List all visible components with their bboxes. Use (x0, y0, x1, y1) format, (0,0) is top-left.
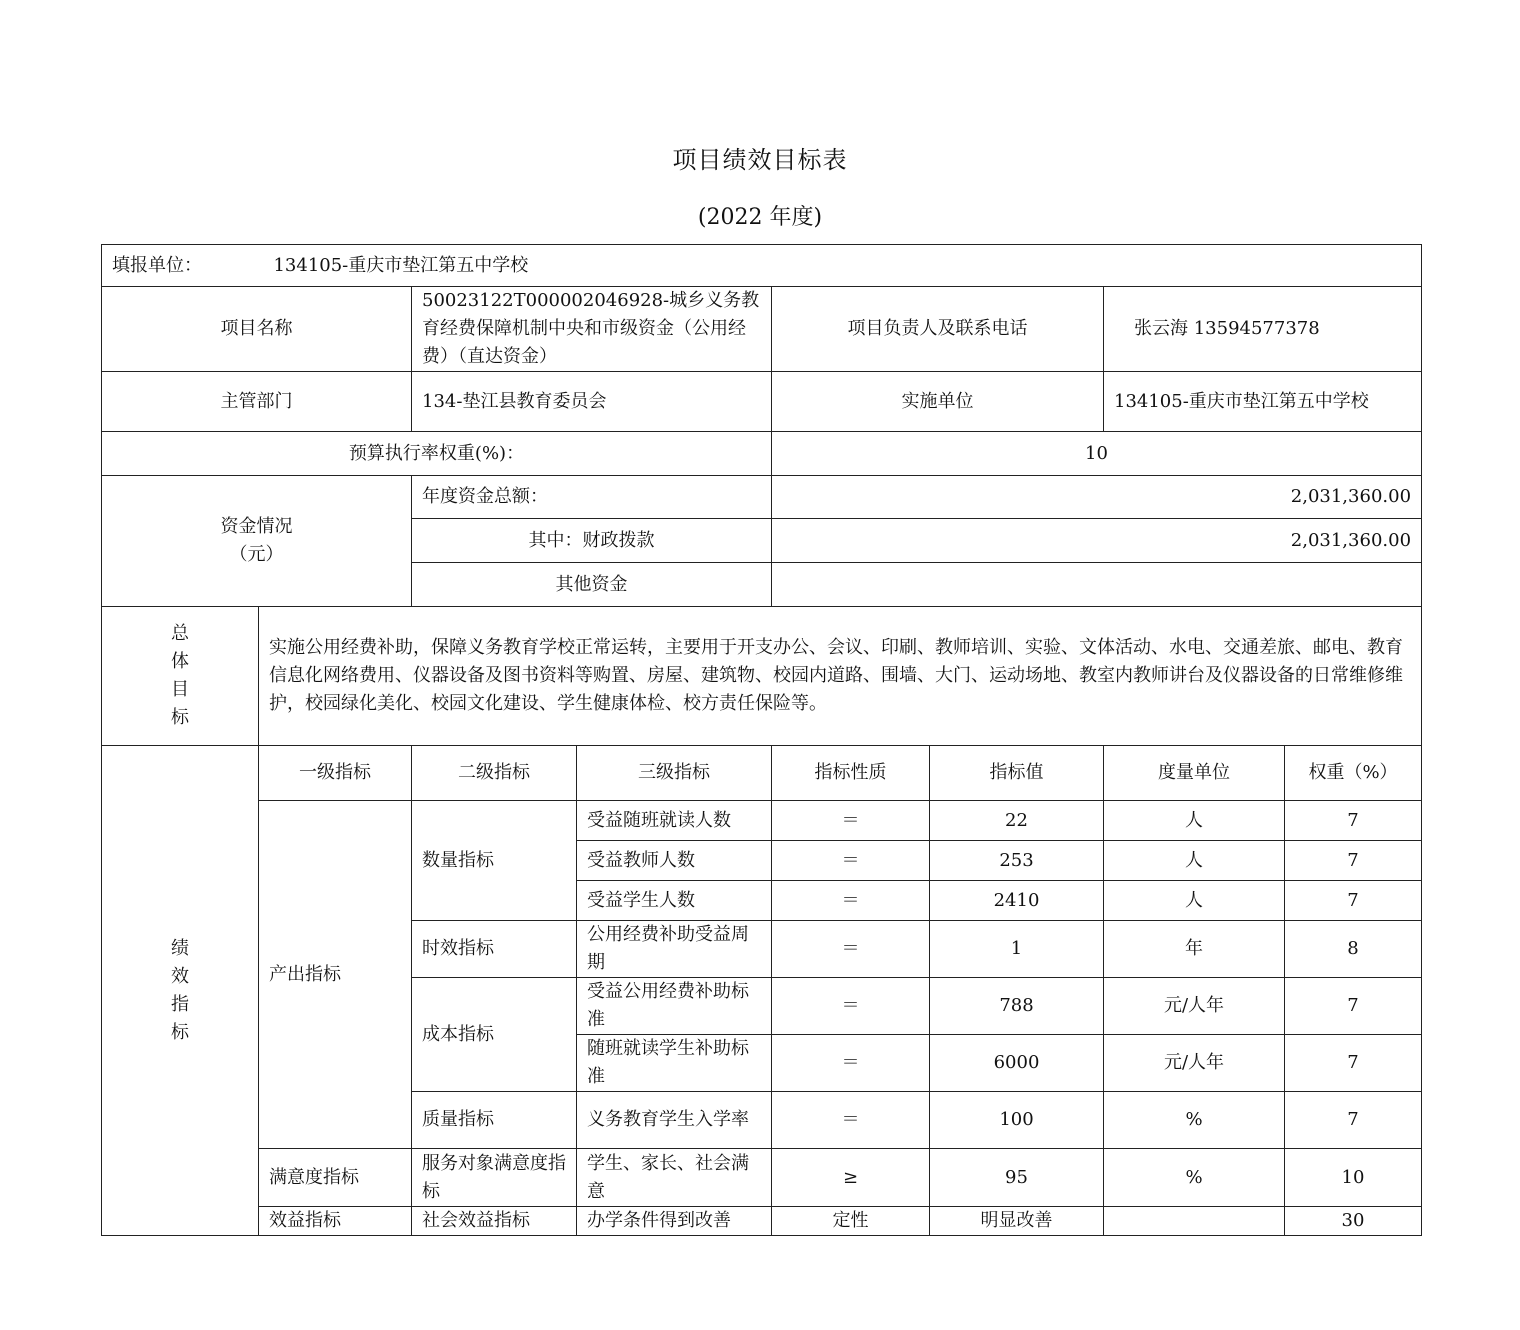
value-cell: 22 (930, 801, 1104, 841)
level3-cell: 随班就读学生补助标准 (577, 1035, 772, 1092)
project-row (102, 287, 1422, 372)
value-cell: 1 (930, 921, 1104, 978)
fund-fiscal-value: 2,031,360.00 (772, 519, 1422, 563)
unit-cell: % (1104, 1149, 1285, 1207)
fund-fiscal-label: 其中：财政拨款 (412, 519, 772, 563)
impl-label: 实施单位 (772, 372, 1104, 432)
table-row (102, 1149, 1422, 1207)
fund-label (102, 476, 412, 607)
performance-table (101, 244, 1422, 1236)
weight-cell: 7 (1285, 1092, 1422, 1149)
nature-cell: 定性 (772, 1207, 930, 1236)
budget-rate-label: 预算执行率权重(%)： (102, 432, 772, 476)
nature-cell: ＝ (772, 881, 930, 921)
level2-service: 服务对象满意度指标 (412, 1149, 577, 1207)
indicator-header-row (102, 746, 1422, 801)
nature-cell: ＝ (772, 1035, 930, 1092)
goal-label (102, 607, 259, 746)
goal-row (102, 607, 1422, 746)
nature-cell: ＝ (772, 921, 930, 978)
header-level3: 三级指标 (577, 746, 772, 801)
header-unit: 度量单位 (1104, 746, 1285, 801)
level2-quantity: 数量指标 (412, 801, 577, 921)
level2-cost: 成本指标 (412, 978, 577, 1092)
fund-other-value (772, 563, 1422, 607)
fund-other-label: 其他资金 (412, 563, 772, 607)
fund-label-line-2: （元） (229, 544, 284, 565)
budget-rate-row (102, 432, 1422, 476)
fund-total-label: 年度资金总额： (412, 476, 772, 519)
unit-cell: 年 (1104, 921, 1285, 978)
page-subtitle: (2022 年度) (697, 205, 823, 230)
header-value: 指标值 (930, 746, 1104, 801)
nature-cell: ＝ (772, 841, 930, 881)
goal-label-char: 总 (171, 623, 189, 644)
dept-label: 主管部门 (102, 372, 412, 432)
header-weight: 权重（%） (1285, 746, 1422, 801)
level1-output: 产出指标 (259, 801, 412, 1149)
unit-cell (102, 245, 1422, 287)
fund-label-line-1: 资金情况 (220, 516, 293, 537)
unit-row (102, 245, 1422, 287)
level3-cell: 受益学生人数 (577, 881, 772, 921)
goal-text: 实施公用经费补助，保障义务教育学校正常运转，主要用于开支办公、会议、印刷、教师培训、实验、文体活动、水电、交通差旅、邮电、教育信息化网络费用、仪器设备及图书资料等购置、房屋、建筑物、校园内道路、围墙、大门、运动场地、教室内教师讲台及仪器设备的日常维修维护，校园绿化美化、校园文化建设、学生健康体检、校方责任保险等。 (259, 607, 1422, 746)
level3-cell: 义务教育学生入学率 (577, 1092, 772, 1149)
perf-label-char: 绩 (171, 937, 189, 959)
value-cell: 253 (930, 841, 1104, 881)
weight-cell: 7 (1285, 881, 1422, 921)
level3-cell: 办学条件得到改善 (577, 1207, 772, 1236)
weight-cell: 30 (1285, 1207, 1422, 1236)
value-cell: 明显改善 (930, 1207, 1104, 1236)
level2-quality: 质量指标 (412, 1092, 577, 1149)
level3-cell: 受益公用经费补助标准 (577, 978, 772, 1035)
dept-value: 134-垫江县教育委员会 (412, 372, 772, 432)
table-row (102, 1207, 1422, 1236)
weight-cell: 10 (1285, 1149, 1422, 1207)
value-cell: 100 (930, 1092, 1104, 1149)
fund-total-value: 2,031,360.00 (772, 476, 1422, 519)
nature-cell: ＝ (772, 801, 930, 841)
perf-label (102, 746, 259, 1236)
goal-label-char: 标 (171, 707, 189, 728)
nature-cell: ＝ (772, 1092, 930, 1149)
perf-label-char: 标 (171, 1021, 189, 1043)
weight-cell: 8 (1285, 921, 1422, 978)
value-cell: 2410 (930, 881, 1104, 921)
unit-cell: 元/人年 (1104, 978, 1285, 1035)
goal-label-char: 体 (171, 651, 189, 672)
value-cell: 6000 (930, 1035, 1104, 1092)
impl-value: 134105-重庆市垫江第五中学校 (1104, 372, 1422, 432)
budget-rate-value: 10 (772, 432, 1422, 476)
level2-timeliness: 时效指标 (412, 921, 577, 978)
page-title: 项目绩效目标表 (672, 146, 848, 174)
perf-label-char: 指 (171, 993, 189, 1015)
unit-cell: 人 (1104, 841, 1285, 881)
perf-label-char: 效 (171, 965, 189, 987)
unit-cell: 人 (1104, 801, 1285, 841)
value-cell: 788 (930, 978, 1104, 1035)
weight-cell: 7 (1285, 801, 1422, 841)
weight-cell: 7 (1285, 841, 1422, 881)
unit-cell (1104, 1207, 1285, 1236)
level1-benefit: 效益指标 (259, 1207, 412, 1236)
nature-cell: ≥ (772, 1149, 930, 1207)
header-level2: 二级指标 (412, 746, 577, 801)
weight-cell: 7 (1285, 978, 1422, 1035)
value-cell: 95 (930, 1149, 1104, 1207)
unit-value: 134105-重庆市垫江第五中学校 (273, 254, 529, 276)
header-nature: 指标性质 (772, 746, 930, 801)
weight-cell: 7 (1285, 1035, 1422, 1092)
level3-cell: 学生、家长、社会满意 (577, 1149, 772, 1207)
leader-value: 张云海 13594577378 (1104, 287, 1422, 372)
level3-cell: 受益教师人数 (577, 841, 772, 881)
level2-social: 社会效益指标 (412, 1207, 577, 1236)
header-level1: 一级指标 (259, 746, 412, 801)
project-name-label: 项目名称 (102, 287, 412, 372)
dept-row (102, 372, 1422, 432)
unit-label: 填报单位： (112, 254, 202, 276)
nature-cell: ＝ (772, 978, 930, 1035)
fund-total-row (102, 476, 1422, 519)
unit-cell: 人 (1104, 881, 1285, 921)
level3-cell: 受益随班就读人数 (577, 801, 772, 841)
leader-label: 项目负责人及联系电话 (772, 287, 1104, 372)
goal-label-char: 目 (171, 679, 189, 700)
project-name-value: 50023122T000002046928-城乡义务教育经费保障机制中央和市级资金（公用经费）（直达资金） (412, 287, 772, 372)
level3-cell: 公用经费补助受益周期 (577, 921, 772, 978)
table-row (102, 801, 1422, 841)
level1-satisfaction: 满意度指标 (259, 1149, 412, 1207)
unit-cell: % (1104, 1092, 1285, 1149)
unit-cell: 元/人年 (1104, 1035, 1285, 1092)
